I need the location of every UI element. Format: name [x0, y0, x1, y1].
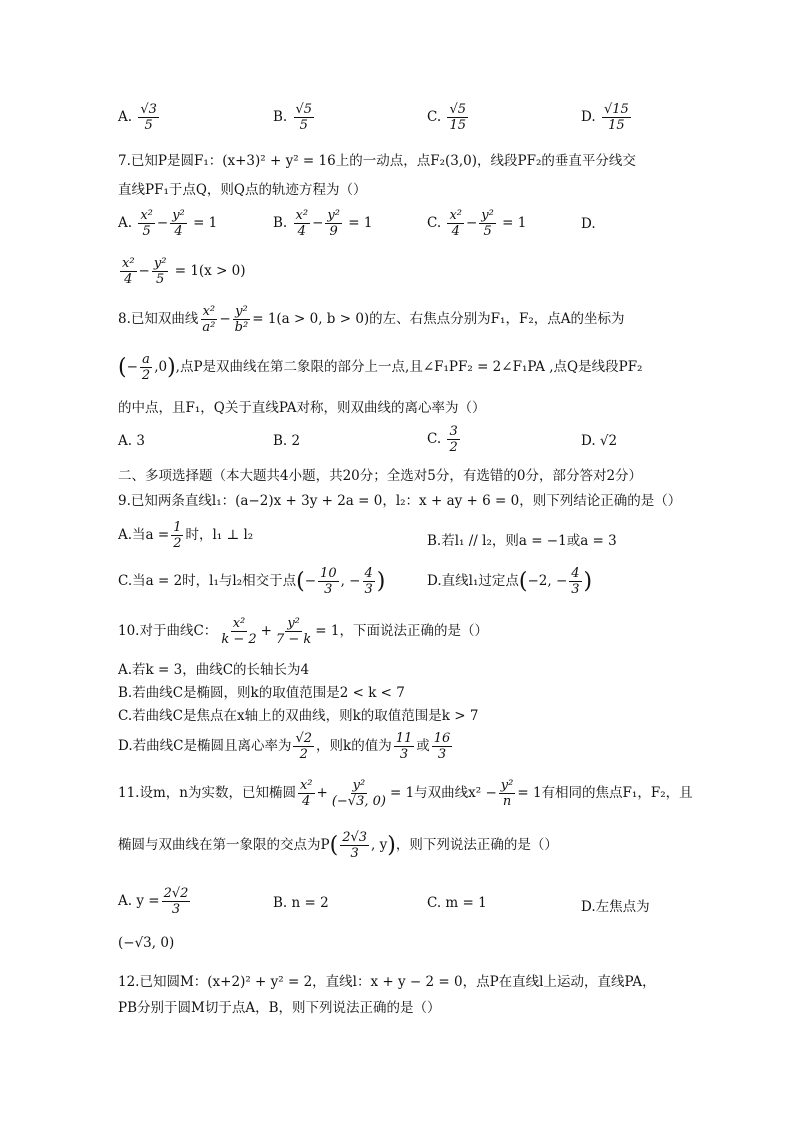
q9-option-c: C.当a = 2时，l₁与l₂相交于点(− $\frac{10}{3}$ , − $\frac{4}{3}$ ) — [118, 566, 386, 597]
q11-option-c: C. m = 1 — [427, 895, 487, 911]
q7-stem-line2: 直线PF₁于点Q，则Q点的轨迹方程为（） — [118, 182, 367, 198]
section-2-heading: 二、多项选择题（本大题共4小题，共20分；全选对5分，有选错的0分，部分答对2分） — [118, 468, 643, 484]
q10-option-b: B.若曲线C是椭圆，则k的取值范围是2 < k < 7 — [118, 685, 405, 701]
q9-option-b: B.若l₁ // l₂，则a = −1或a = 3 — [427, 533, 617, 549]
q10-stem: 10.对于曲线C： $\frac{\text{x²}}{k - 2}$ + $\frac{\text{y²}}{7 - k}$ = 1，下面说法正确的是（） — [118, 616, 488, 647]
q10-option-d: D.若曲线C是椭圆且离心率为 $\frac{√2}{2}$ ，则k的值为 $\frac{11}{3}$ 或 $\frac{16}{3}$ — [118, 731, 451, 762]
q10-option-c: C.若曲线C是焦点在x轴上的双曲线，则k的取值范围是k > 7 — [118, 708, 479, 724]
q11-option-d: D.左焦点为 — [581, 899, 650, 915]
q9-option-d: D.直线l₁过定点(−2, − $\frac{4}{3}$ ) — [427, 566, 593, 597]
q6-option-a: A. $\frac{√3}{5}$ — [118, 102, 157, 133]
q10-option-a: A.若k = 3，曲线C的长轴长为4 — [118, 662, 310, 678]
q8-option-c: C. $\frac{3}{2}$ — [427, 424, 458, 455]
q6-option-b: B. $\frac{√5}{5}$ — [273, 102, 313, 133]
q11-option-a: A. y = $\frac{2√2}{3}$ — [118, 886, 189, 917]
q11-option-b: B. n = 2 — [273, 895, 329, 911]
q7-option-d: $\frac{\text{x²}}{4}$ − $\frac{\text{y²}}{5}$ = 1(x > 0) — [122, 256, 246, 287]
q9-option-a: A.当a = $\frac{1}{2}$ 时，l₁ ⊥ l₂ — [118, 520, 254, 551]
q8-option-d: D. √2 — [581, 433, 618, 449]
q12-stem-line2: PB分别于圆M切于点A，B，则下列说法正确的是（） — [118, 1000, 441, 1016]
q7-option-b: B. $\frac{\text{x²}}{4}$ − $\frac{\text{y²}}{9}$ = 1 — [273, 208, 373, 239]
q9-stem: 9.已知两条直线l₁：(a−2)x + 3y + 2a = 0，l₂：x + ay + 6 = 0，则下列结论正确的是（） — [118, 493, 682, 509]
q7-option-a: A. $\frac{\text{x²}}{5}$ − $\frac{\text{y²}}{4}$ = 1 — [118, 208, 218, 239]
q7-stem-line1: 7.已知P是圆F₁：(x+3)² + y² = 16上的一动点，点F₂(3,0)，线段PF₂的垂直平分线交 — [118, 153, 636, 169]
q6-option-c: C. $\frac{√5}{15}$ — [427, 102, 466, 133]
q8-stem-line3: 的中点，且F₁，Q关于直线PA对称，则双曲线的离心率为（） — [118, 400, 486, 416]
q8-option-b: B. 2 — [273, 433, 301, 449]
q8-option-a: A. 3 — [118, 433, 145, 449]
q11-stem-line1: 11.设m，n为实数，已知椭圆 $\frac{\text{x²}}{4}$ + $\frac{\text{y²}}{(-√3, 0)}$ = 1与双曲线x² − $\frac{\text{y²}}{n}$ = 1有相同的焦点F₁，F₂，且 — [118, 778, 693, 809]
q8-stem-line1: 8.已知双曲线 $\frac{\text{x²}}{\text{a²}}$ − $\frac{\text{y²}}{\text{b²}}$ = 1(a > 0, b > 0)的左、右焦点分别为F₁，F₂，点A的坐标为 — [118, 304, 625, 335]
q11-option-d-value: (−√3, 0) — [118, 935, 175, 951]
q6-option-d: D. $\frac{√15}{15}$ — [581, 102, 629, 133]
q12-stem-line1: 12.已知圆M：(x+2)² + y² = 2，直线l：x + y − 2 = 0，点P在直线l上运动，直线PA， — [118, 974, 656, 990]
q11-stem-line2: 椭圆与双曲线在第一象限的交点为P( $\frac{2√3}{3}$ , y)，则下列说法正确的是（） — [118, 830, 558, 861]
q8-stem-line2: (− $\frac{a}{2}$ ,0),点P是双曲线在第二象限的部分上一点,且∠F₁PF₂ = 2∠F₁PA ,点Q是线段PF₂ — [118, 352, 643, 383]
q7-option-d-label: D. — [581, 216, 596, 232]
q7-option-c: C. $\frac{\text{x²}}{4}$ − $\frac{\text{y²}}{5}$ = 1 — [427, 208, 527, 239]
